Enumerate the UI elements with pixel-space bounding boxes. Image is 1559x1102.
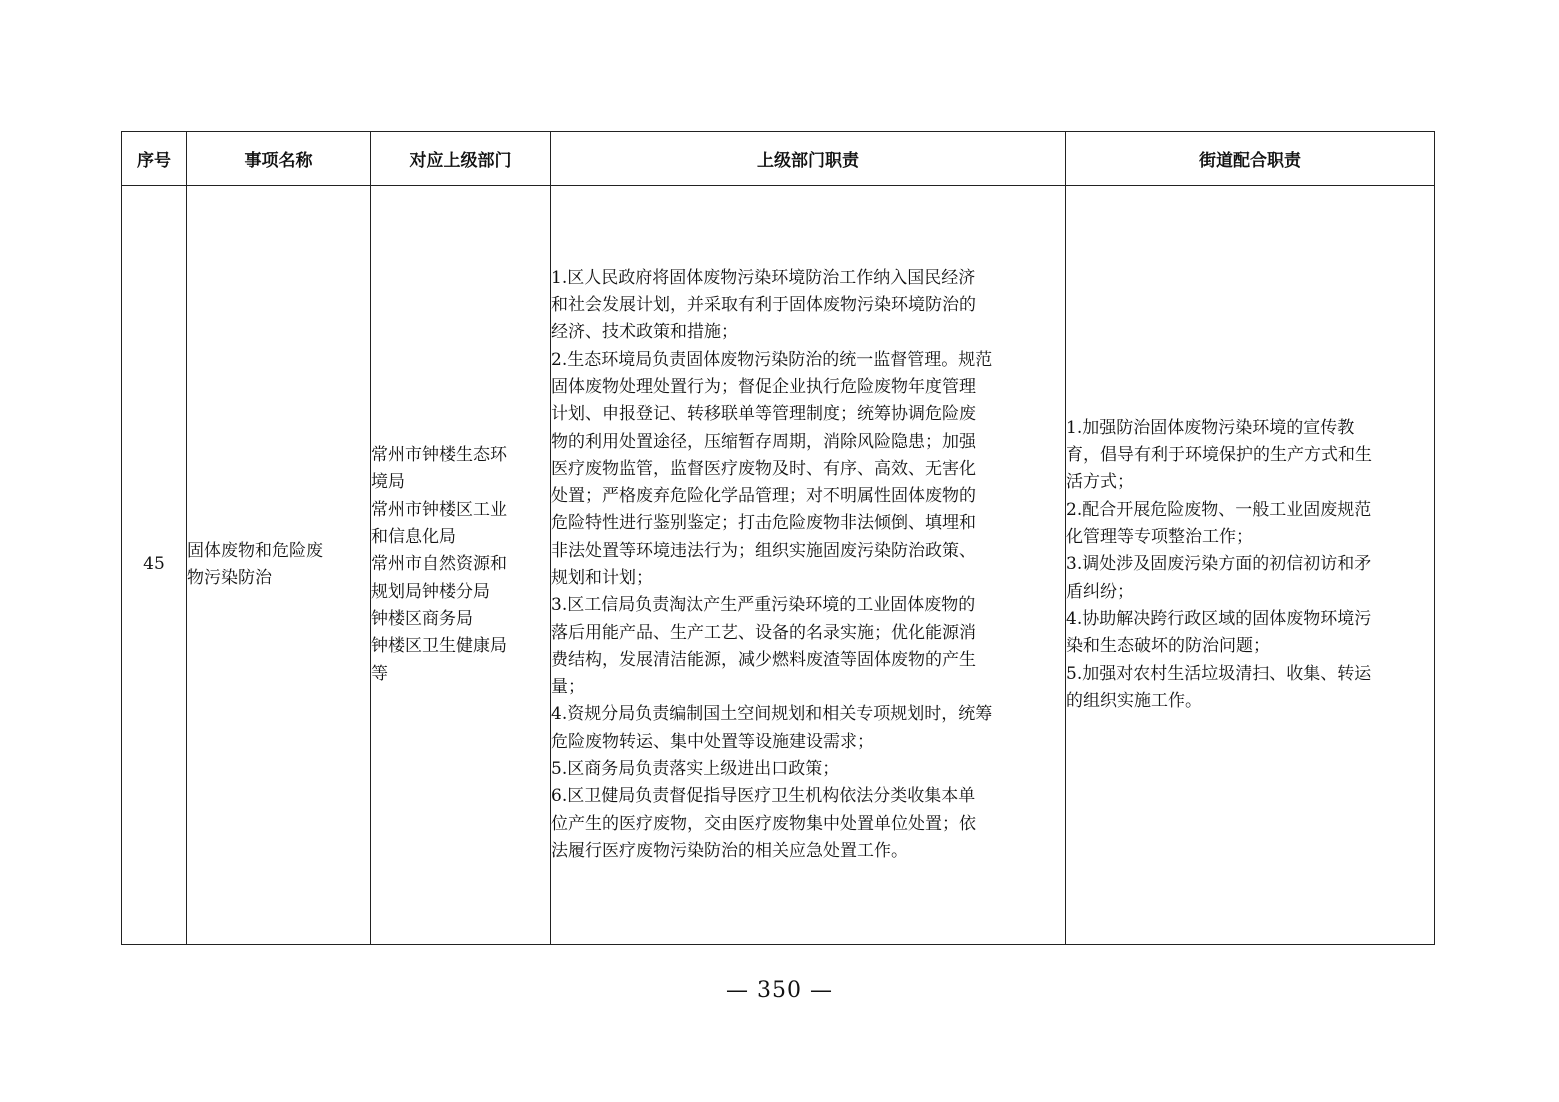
- text-line: 钟楼区卫生健康局: [371, 636, 507, 657]
- header-superior-department: 对应上级部门: [371, 132, 551, 186]
- text-line: 物的利用处置途径，压缩暂存周期，消除风险隐患；加强: [551, 431, 976, 452]
- table-row: [122, 186, 1435, 945]
- text-line: 2.生态环境局负责固体废物污染防治的统一监督管理。规范: [551, 349, 993, 370]
- text-line: 物污染防治: [187, 568, 272, 588]
- text-line: 活方式；: [1066, 472, 1134, 493]
- text-line: 2.配合开展危险废物、一般工业固废规范: [1066, 499, 1372, 520]
- text-line: 规划局钟楼分局: [371, 581, 490, 602]
- row-index: 45: [122, 186, 187, 945]
- text-line: 钟楼区商务局: [371, 608, 473, 629]
- text-line: 规划和计划；: [551, 568, 653, 588]
- text-line: 和社会发展计划，并采取有利于固体废物污染环境防治的: [551, 295, 976, 316]
- text-line: 3.调处涉及固废污染方面的初信初访和矛: [1066, 554, 1372, 575]
- street-duties-cell: [1066, 186, 1435, 945]
- departments-cell: [371, 186, 551, 945]
- text-line: 非法处置等环境违法行为；组织实施固废污染防治政策、: [551, 540, 976, 561]
- table-header-row: [122, 132, 1435, 186]
- text-line: 固体废物和危险废: [187, 540, 323, 561]
- text-line: 费结构，发展清洁能源，减少燃料废渣等固体废物的产生: [551, 649, 976, 670]
- text-line: 境局: [371, 472, 405, 493]
- page-number: — 350 —: [726, 978, 833, 1003]
- text-line: 危险废物转运、集中处置等设施建设需求；: [551, 731, 874, 752]
- text-line: 常州市钟楼区工业: [371, 499, 507, 520]
- text-line: 3.区工信局负责淘汰产生严重污染环境的工业固体废物的: [551, 595, 976, 616]
- text-line: 位产生的医疗废物，交由医疗废物集中处置单位处置；依: [551, 813, 976, 834]
- text-line: 医疗废物监管，监督医疗废物及时、有序、高效、无害化: [551, 458, 976, 479]
- text-line: 1.加强防治固体废物污染环境的宣传教: [1066, 417, 1355, 438]
- text-line: 育，倡导有利于环境保护的生产方式和生: [1066, 445, 1372, 466]
- header-superior-duties: 上级部门职责: [551, 132, 1066, 186]
- text-line: 5.区商务局负责落实上级进出口政策；: [551, 759, 840, 780]
- text-line: 固体废物处理处置行为；督促企业执行危险废物年度管理: [551, 376, 976, 397]
- text-line: 处置；严格废弃危险化学品管理；对不明属性固体废物的: [551, 486, 976, 507]
- text-line: 和信息化局: [371, 527, 456, 548]
- text-line: 等: [371, 663, 388, 684]
- header-item-name: 事项名称: [187, 132, 371, 186]
- text-line: 危险特性进行鉴别鉴定；打击危险废物非法倾倒、填埋和: [551, 513, 976, 534]
- superior-duties-cell: [551, 186, 1066, 945]
- header-index: 序号: [122, 132, 187, 186]
- text-line: 落后用能产品、生产工艺、设备的名录实施；优化能源消: [551, 622, 976, 643]
- text-line: 的组织实施工作。: [1066, 690, 1202, 711]
- text-line: 化管理等专项整治工作；: [1066, 527, 1253, 548]
- text-line: 量；: [551, 677, 585, 698]
- text-line: 盾纠纷；: [1066, 581, 1134, 602]
- text-line: 染和生态破坏的防治问题；: [1066, 636, 1270, 657]
- text-line: 常州市自然资源和: [371, 554, 507, 575]
- text-line: 计划、申报登记、转移联单等管理制度；统筹协调危险废: [551, 404, 976, 425]
- text-line: 4.资规分局负责编制国土空间规划和相关专项规划时，统筹: [551, 704, 993, 725]
- text-line: 法履行医疗废物污染防治的相关应急处置工作。: [551, 840, 908, 861]
- text-line: 5.加强对农村生活垃圾清扫、收集、转运: [1066, 663, 1372, 684]
- duty-table: [121, 131, 1435, 945]
- item-name-cell: [187, 186, 371, 945]
- text-line: 经济、技术政策和措施；: [551, 322, 738, 343]
- header-street-duties: 街道配合职责: [1066, 132, 1435, 186]
- text-line: 6.区卫健局负责督促指导医疗卫生机构依法分类收集本单: [551, 786, 976, 807]
- text-line: 4.协助解决跨行政区域的固体废物环境污: [1066, 608, 1372, 629]
- text-line: 常州市钟楼生态环: [371, 445, 507, 466]
- text-line: 1.区人民政府将固体废物污染环境防治工作纳入国民经济: [551, 267, 976, 288]
